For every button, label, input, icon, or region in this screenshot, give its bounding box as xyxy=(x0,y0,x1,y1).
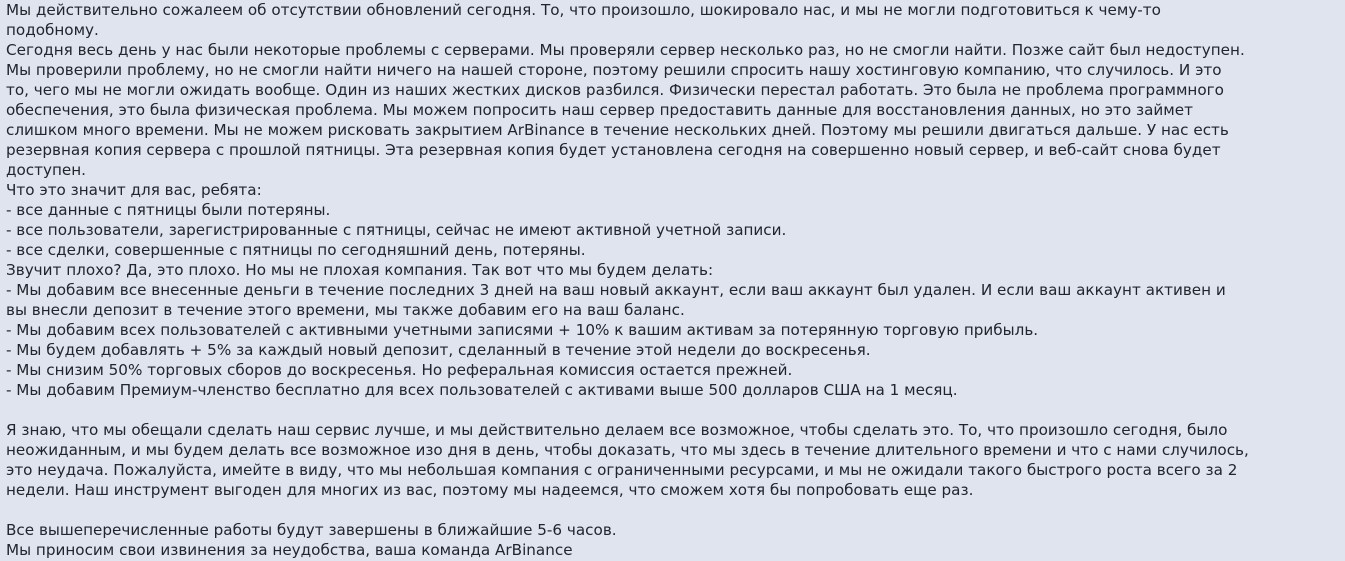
text-line: Мы проверили проблему, но не смогли найти ничего на нашей стороне, поэтому решили спросить нашу хостинговую компанию, что случилось. И это xyxy=(6,61,1222,79)
list-item: - все сделки, совершенные с пятницы по сегодняшний день, потеряны. xyxy=(6,241,586,259)
text-line: доступен. xyxy=(6,161,87,179)
text-line: то, чего мы не могли ожидать вообще. Один из наших жестких дисков разбился. Физически перестал работать. Это была не проблема программного xyxy=(6,81,1224,99)
plan-heading: Звучит плохо? Да, это плохо. Но мы не плохая компания. Так вот что мы будем делать: xyxy=(6,261,714,279)
signature-line: Мы приносим свои извинения за неудобства, ваша команда ArBinance xyxy=(6,541,573,559)
text-line: Я знаю, что мы обещали сделать наш сервис лучше, и мы действительно делаем все возможное, чтобы сделать это. То, что произошло сегодня, было xyxy=(6,421,1228,439)
text-line: Мы действительно сожалеем об отсутствии обновлений сегодня. То, что произошло, шокировало нас, и мы не могли подготовиться к чему-то xyxy=(6,1,1161,19)
text-line: неожиданным, и мы будем делать все возможное изо дня в день, чтобы доказать, что мы здесь в течение длительного времени и что с нами случилось, xyxy=(6,441,1249,459)
meaning-section xyxy=(6,180,1345,260)
text-line: это неудача. Пожалуйста, имейте в виду, что мы небольшая компания с ограниченными ресурсами, и мы не ожидали такого быстрого роста всего за 2 xyxy=(6,461,1238,479)
list-item: вы внесли депозит в течение этого времени, мы также добавим его на ваш баланс. xyxy=(6,301,685,319)
spacer xyxy=(6,400,1345,420)
list-item: - все данные с пятницы были потеряны. xyxy=(6,201,331,219)
list-item: - все пользователи, зарегистрированные с пятницы, сейчас не имеют активной учетной записи. xyxy=(6,221,787,239)
text-line: Сегодня весь день у нас были некоторые проблемы с серверами. Мы проверяли сервер несколько раз, но не смогли найти. Позже сайт был недоступен. xyxy=(6,41,1245,59)
problem-paragraph xyxy=(6,40,1345,180)
meaning-heading: Что это значит для вас, ребята: xyxy=(6,181,262,199)
text-line: резервная копия сервера с прошлой пятницы. Эта резервная копия будет установлена сегодня на совершенно новый сервер, и веб-сайт снова будет xyxy=(6,141,1221,159)
text-line: слишком много времени. Мы не можем рисковать закрытием ArBinance в течение нескольких дней. Поэтому мы решили двигаться дальше. У нас есть xyxy=(6,121,1229,139)
intro-paragraph xyxy=(6,0,1345,40)
text-line: Все вышеперечисленные работы будут завершены в ближайшие 5-6 часов. xyxy=(6,521,617,539)
text-line: подобному. xyxy=(6,21,99,39)
closing-paragraph xyxy=(6,520,1345,560)
spacer xyxy=(6,500,1345,520)
list-item: - Мы снизим 50% торговых сборов до воскресенья. Но реферальная комиссия остается прежней. xyxy=(6,361,793,379)
promise-paragraph xyxy=(6,420,1345,500)
text-line: недели. Наш инструмент выгоден для многих из вас, поэтому мы надеемся, что сможем хотя бы попробовать еще раз. xyxy=(6,481,974,499)
list-item: - Мы добавим Премиум-членство бесплатно для всех пользователей с активами выше 500 долларов США на 1 месяц. xyxy=(6,381,958,399)
text-line: обеспечения, это была физическая проблема. Мы можем попросить наш сервер предоставить данные для восстановления данных, но это займет xyxy=(6,101,1193,119)
list-item: - Мы будем добавлять + 5% за каждый новый депозит, сделанный в течение этой недели до воскресенья. xyxy=(6,341,871,359)
list-item: - Мы добавим всех пользователей с активными учетными записями + 10% к вашим активам за потерянную торговую прибыль. xyxy=(6,321,1039,339)
plan-section xyxy=(6,260,1345,400)
list-item: - Мы добавим все внесенные деньги в течение последних 3 дней на ваш новый аккаунт, если ваш аккаунт был удален. И если ваш аккаунт активен и xyxy=(6,281,1226,299)
